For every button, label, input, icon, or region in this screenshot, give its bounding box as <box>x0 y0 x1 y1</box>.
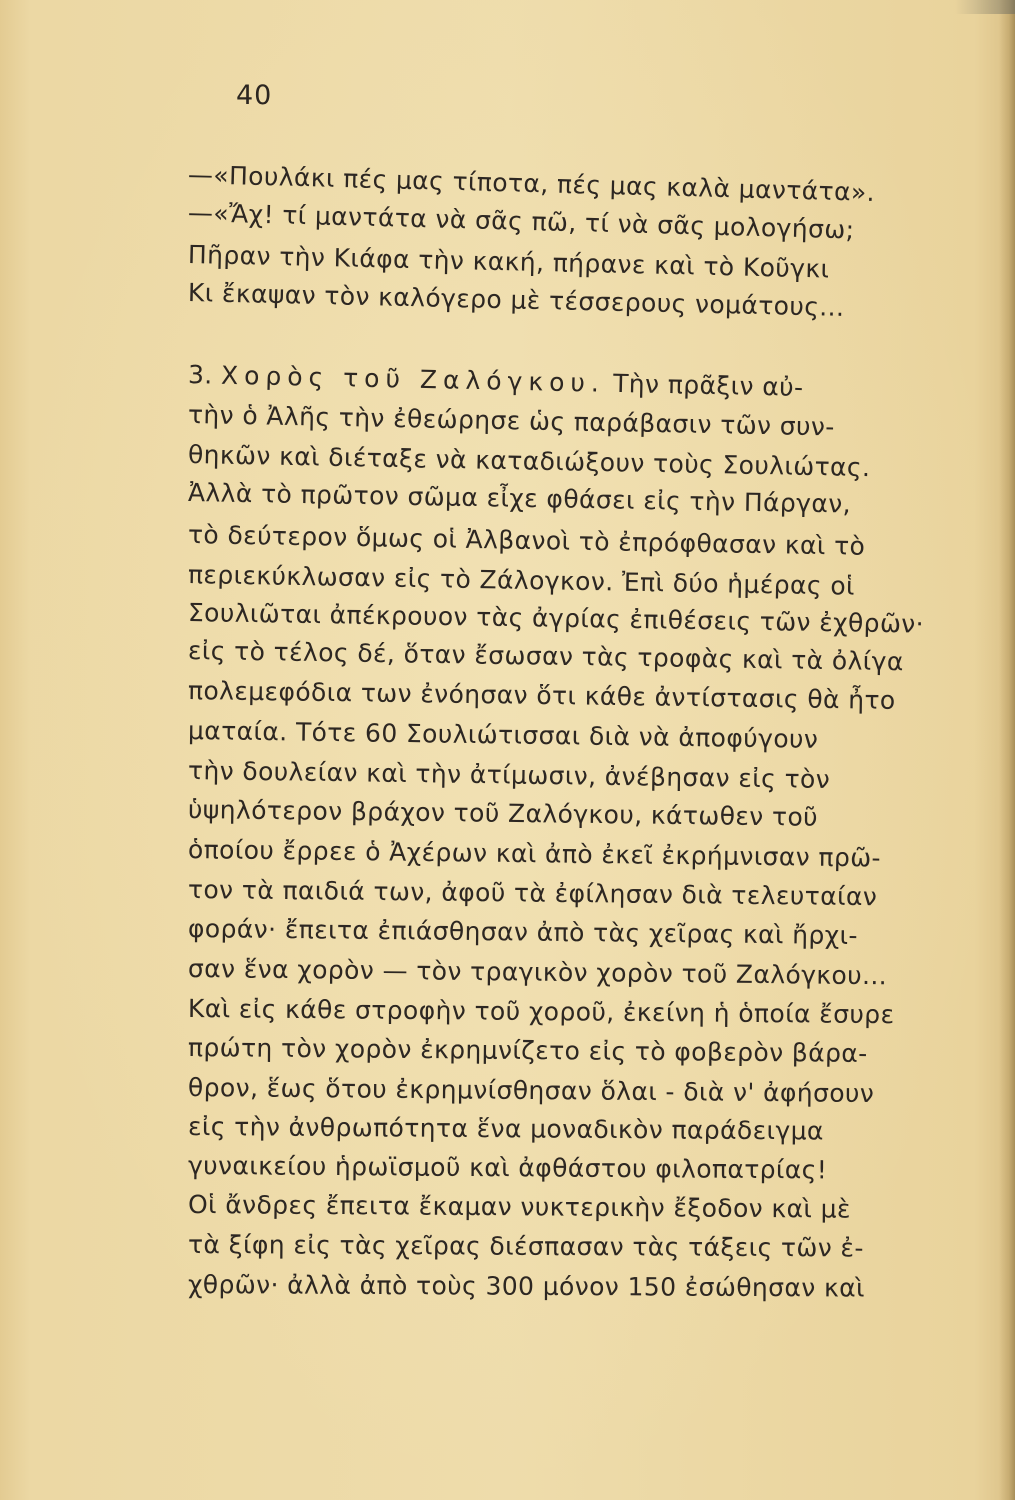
page-edge-shadow <box>999 0 1015 1500</box>
verse-line: Πῆραν τὴν Κιάφα τὴν κακή, πήρανε καὶ τὸ Κοῦγκι <box>187 240 830 284</box>
paragraph-line: ματαία. Τότε 60 Σουλιώτισσαι διὰ νὰ ἀποφύγουν <box>187 716 819 754</box>
paragraph-line: ὑψηλότερον βράχον τοῦ Ζαλόγκου, κάτωθεν τοῦ <box>187 795 819 832</box>
paragraph-line: σαν ἕνα χορὸν — τὸν τραγικὸν χορὸν τοῦ Ζαλόγκου... <box>187 954 888 991</box>
paragraph-line: πρώτη τὸν χορὸν ἐκρημνίζετο εἰς τὸ φοβερὸν βάρα- <box>187 1033 868 1068</box>
paragraph-line: Τὴν πρᾶξιν αὐ- <box>612 368 804 402</box>
section-number: 3. <box>187 360 213 390</box>
paragraph-line: χθρῶν· ἀλλὰ ἀπὸ τοὺς 300 μόνον 150 ἐσώθησαν καὶ <box>187 1270 866 1303</box>
paragraph-line: Σουλιῶται ἀπέκρουον τὰς ἀγρίας ἐπιθέσεις τῶν ἐχθρῶν· <box>187 598 925 639</box>
paragraph-line: γυναικείου ἡρωϊσμοῦ καὶ ἀφθάστου φιλοπατρίας! <box>187 1151 828 1185</box>
paragraph-line: θηκῶν καὶ διέταξε νὰ καταδιώξουν τοὺς Σουλιώτας. <box>187 440 871 483</box>
paragraph-line: εἰς τὴν ἀνθρωπότητα ἕνα μοναδικὸν παράδειγμα <box>187 1112 824 1146</box>
paragraph-line: τον τὰ παιδιά των, ἀφοῦ τὰ ἐφίλησαν διὰ τελευταίαν <box>187 875 878 912</box>
paragraph-line: τὰ ξίφη εἰς τὰς χεῖρας διέσπασαν τὰς τάξεις τῶν ἐ- <box>187 1230 864 1263</box>
paragraph-line: τὴν δουλείαν καὶ τὴν ἀτίμωσιν, ἀνέβησαν εἰς τὸν <box>187 756 831 794</box>
paragraph-line: Ἀλλὰ τὸ πρῶτον σῶμα εἶχε φθάσει εἰς τὴν Πάργαν, <box>187 478 852 519</box>
paragraph-line: ὁποίου ἔρρεε ὁ Ἀχέρων καὶ ἀπὸ ἐκεῖ ἐκρήμνισαν πρῶ- <box>187 835 882 873</box>
paragraph-line: θρον, ἕως ὅτου ἐκρημνίσθησαν ὅλαι - διὰ ν' ἀφήσουν <box>187 1073 875 1108</box>
verse-line: —«Ἄχ! τί μαντάτα νὰ σᾶς πῶ, τί νὰ σᾶς μολογήσω; <box>187 198 855 245</box>
verse-line: Κι ἔκαψαν τὸν καλόγερο μὲ τέσσερους νομάτους... <box>187 278 845 322</box>
paragraph-line: Καὶ εἰς κάθε στροφὴν τοῦ χοροῦ, ἐκείνη ἡ ὁποία ἔσυρε <box>187 994 895 1030</box>
section-heading-line <box>188 360 968 405</box>
paragraph-line: φοράν· ἔπειτα ἐπιάσθησαν ἀπὸ τὰς χεῖρας καὶ ἤρχι- <box>187 914 859 951</box>
paragraph-line: εἰς τὸ τέλος δέ, ὅταν ἔσωσαν τὰς τροφὰς καὶ τὰ ὀλίγα <box>187 636 904 677</box>
section-heading: Χορὸς τοῦ Ζαλόγκου. <box>220 360 606 398</box>
verse-line: —«Πουλάκι πές μας τίποτα, πές μας καλὰ μαντάτα». <box>187 160 876 207</box>
paragraph-line: τὴν ὁ Ἀλῆς τὴν ἐθεώρησε ὡς παράβασιν τῶν συν- <box>187 400 835 442</box>
paragraph-line: τὸ δεύτερον ὅμως οἱ Ἀλβανοὶ τὸ ἐπρόφθασαν καὶ τὸ <box>187 520 866 561</box>
paragraph-line: Οἱ ἄνδρες ἔπειτα ἔκαμαν νυκτερικὴν ἔξοδον καὶ μὲ <box>187 1190 851 1224</box>
paragraph-line: πολεμεφόδια των ἐνόησαν ὅτι κάθε ἀντίστασις θὰ ἦτο <box>187 676 896 715</box>
page-corner-shadow <box>955 0 1015 14</box>
page-number: 40 <box>236 80 273 111</box>
paragraph-line: περιεκύκλωσαν εἰς τὸ Ζάλογκον. Ἐπὶ δύο ἡμέρας οἱ <box>187 560 856 601</box>
